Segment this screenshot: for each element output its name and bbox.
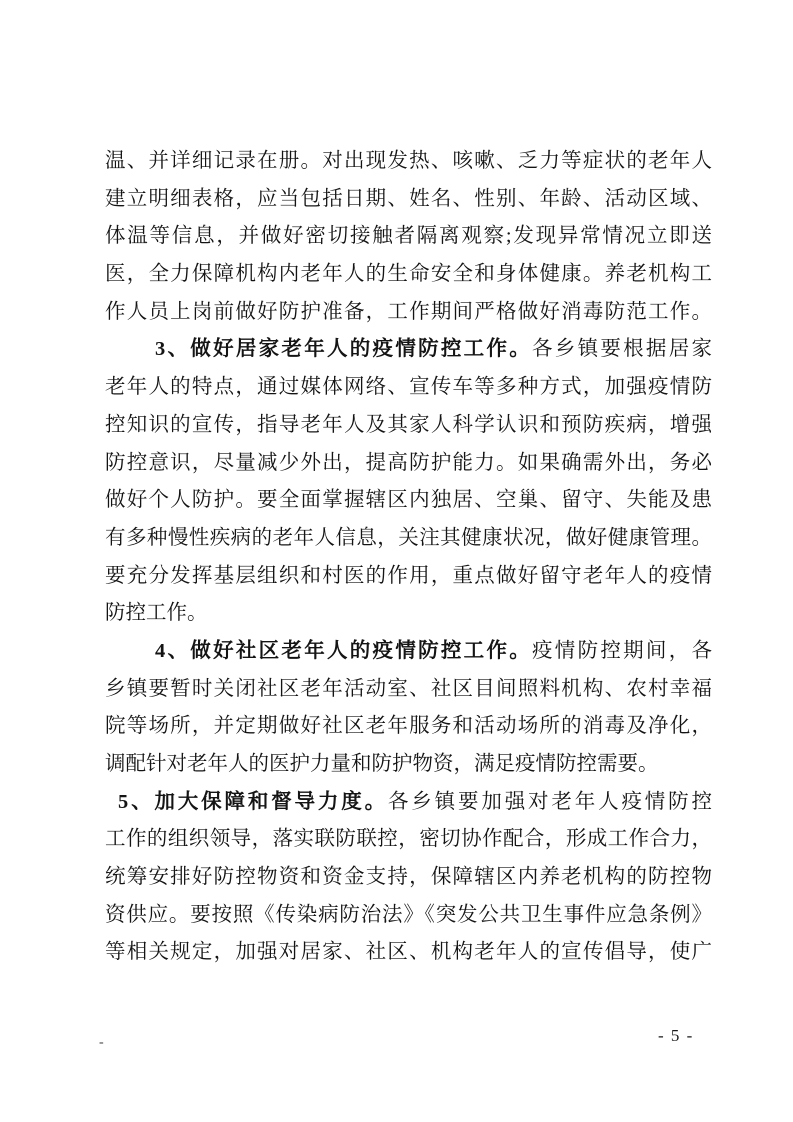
body-text: 要充分发挥基层组织和村医的作用，重点做好留守老年人的疫情 bbox=[105, 564, 712, 587]
body-text: 工作的组织领导，落实联防联控，密切协作配合，形成工作合力， bbox=[105, 828, 712, 851]
document-body bbox=[105, 143, 712, 972]
text-line bbox=[105, 934, 712, 972]
text-line bbox=[105, 407, 712, 445]
body-text: 院等场所，并定期做好社区老年服务和活动场所的消毒及净化， bbox=[105, 715, 712, 738]
text-line bbox=[105, 520, 712, 558]
section-heading-text: 3、做好居家老年人的疫情防控工作。 bbox=[155, 338, 533, 361]
page-number: - 5 - bbox=[658, 1026, 694, 1045]
text-line bbox=[105, 294, 712, 332]
body-text: 疫情防控期间，各 bbox=[532, 639, 712, 662]
paragraph bbox=[105, 784, 712, 972]
text-line bbox=[105, 482, 712, 520]
body-text: 各乡镇要加强对老年人疫情防控 bbox=[387, 790, 712, 813]
text-line bbox=[105, 181, 712, 219]
body-text: 防控意识，尽量减少外出，提高防护能力。如果确需外出，务必 bbox=[105, 451, 712, 474]
body-text: 统筹安排好防控物资和资金支持，保障辖区内养老机构的防控物 bbox=[105, 866, 712, 889]
body-text: 资供应。要按照《传染病防治法》《突发公共卫生事件应急条例》 bbox=[105, 903, 712, 926]
paragraph bbox=[105, 633, 712, 784]
text-line bbox=[105, 256, 712, 294]
text-line bbox=[105, 897, 712, 935]
text-line bbox=[105, 218, 712, 256]
body-text: 调配针对老年人的医护力量和防护物资，满足疫情防控需要。 bbox=[105, 753, 659, 775]
body-text: 有多种慢性疾病的老年人信息，关注其健康状况，做好健康管理。 bbox=[105, 526, 712, 549]
section-heading-text: 5、加大保障和督导力度。 bbox=[118, 790, 388, 813]
body-text: 建立明细表格，应当包括日期、姓名、性别、年龄、活动区域、 bbox=[105, 187, 712, 210]
text-line bbox=[105, 595, 712, 633]
text-line bbox=[105, 445, 712, 483]
text-line bbox=[105, 821, 712, 859]
text-line bbox=[105, 331, 712, 369]
text-line bbox=[105, 784, 712, 822]
body-text: 乡镇要暂时关闭社区老年活动室、社区目间照料机构、农村幸福 bbox=[105, 677, 712, 700]
paragraph bbox=[105, 143, 712, 331]
body-text: 老年人的特点，通过媒体网络、宣传车等多种方式，加强疫情防 bbox=[105, 376, 712, 399]
text-line bbox=[105, 369, 712, 407]
body-text: 防控工作。 bbox=[105, 602, 208, 625]
body-text: 各乡镇要根据居家 bbox=[532, 338, 712, 361]
text-line bbox=[105, 633, 712, 671]
body-text: 温、并详细记录在册。对出现发热、咳嗽、乏力等症状的老年人 bbox=[105, 150, 712, 172]
body-text: 做好个人防护。要全面掌握辖区内独居、空巢、留守、失能及患 bbox=[105, 489, 712, 512]
text-line bbox=[105, 746, 712, 784]
text-line bbox=[105, 558, 712, 596]
text-line bbox=[105, 671, 712, 709]
text-line bbox=[105, 708, 712, 746]
text-line bbox=[105, 143, 712, 181]
body-text: 等相关规定，加强对居家、社区、机构老年人的宣传倡导，使广 bbox=[105, 941, 712, 964]
body-text: 作人员上岗前做好防护准备，工作期间严格做好消毒防范工作。 bbox=[105, 300, 712, 323]
body-text: 控知识的宣传，指导老年人及其家人科学认识和预防疾病，增强 bbox=[105, 413, 712, 436]
paragraph bbox=[105, 331, 712, 633]
footer-stray-dash: - bbox=[99, 1035, 104, 1050]
text-line bbox=[105, 859, 712, 897]
body-text: 体温等信息，并做好密切接触者隔离观察;发现异常情况立即送 bbox=[105, 225, 712, 248]
body-text: 医，全力保障机构内老年人的生命安全和身体健康。养老机构工 bbox=[105, 263, 712, 286]
section-heading-text: 4、做好社区老年人的疫情防控工作。 bbox=[155, 639, 533, 662]
